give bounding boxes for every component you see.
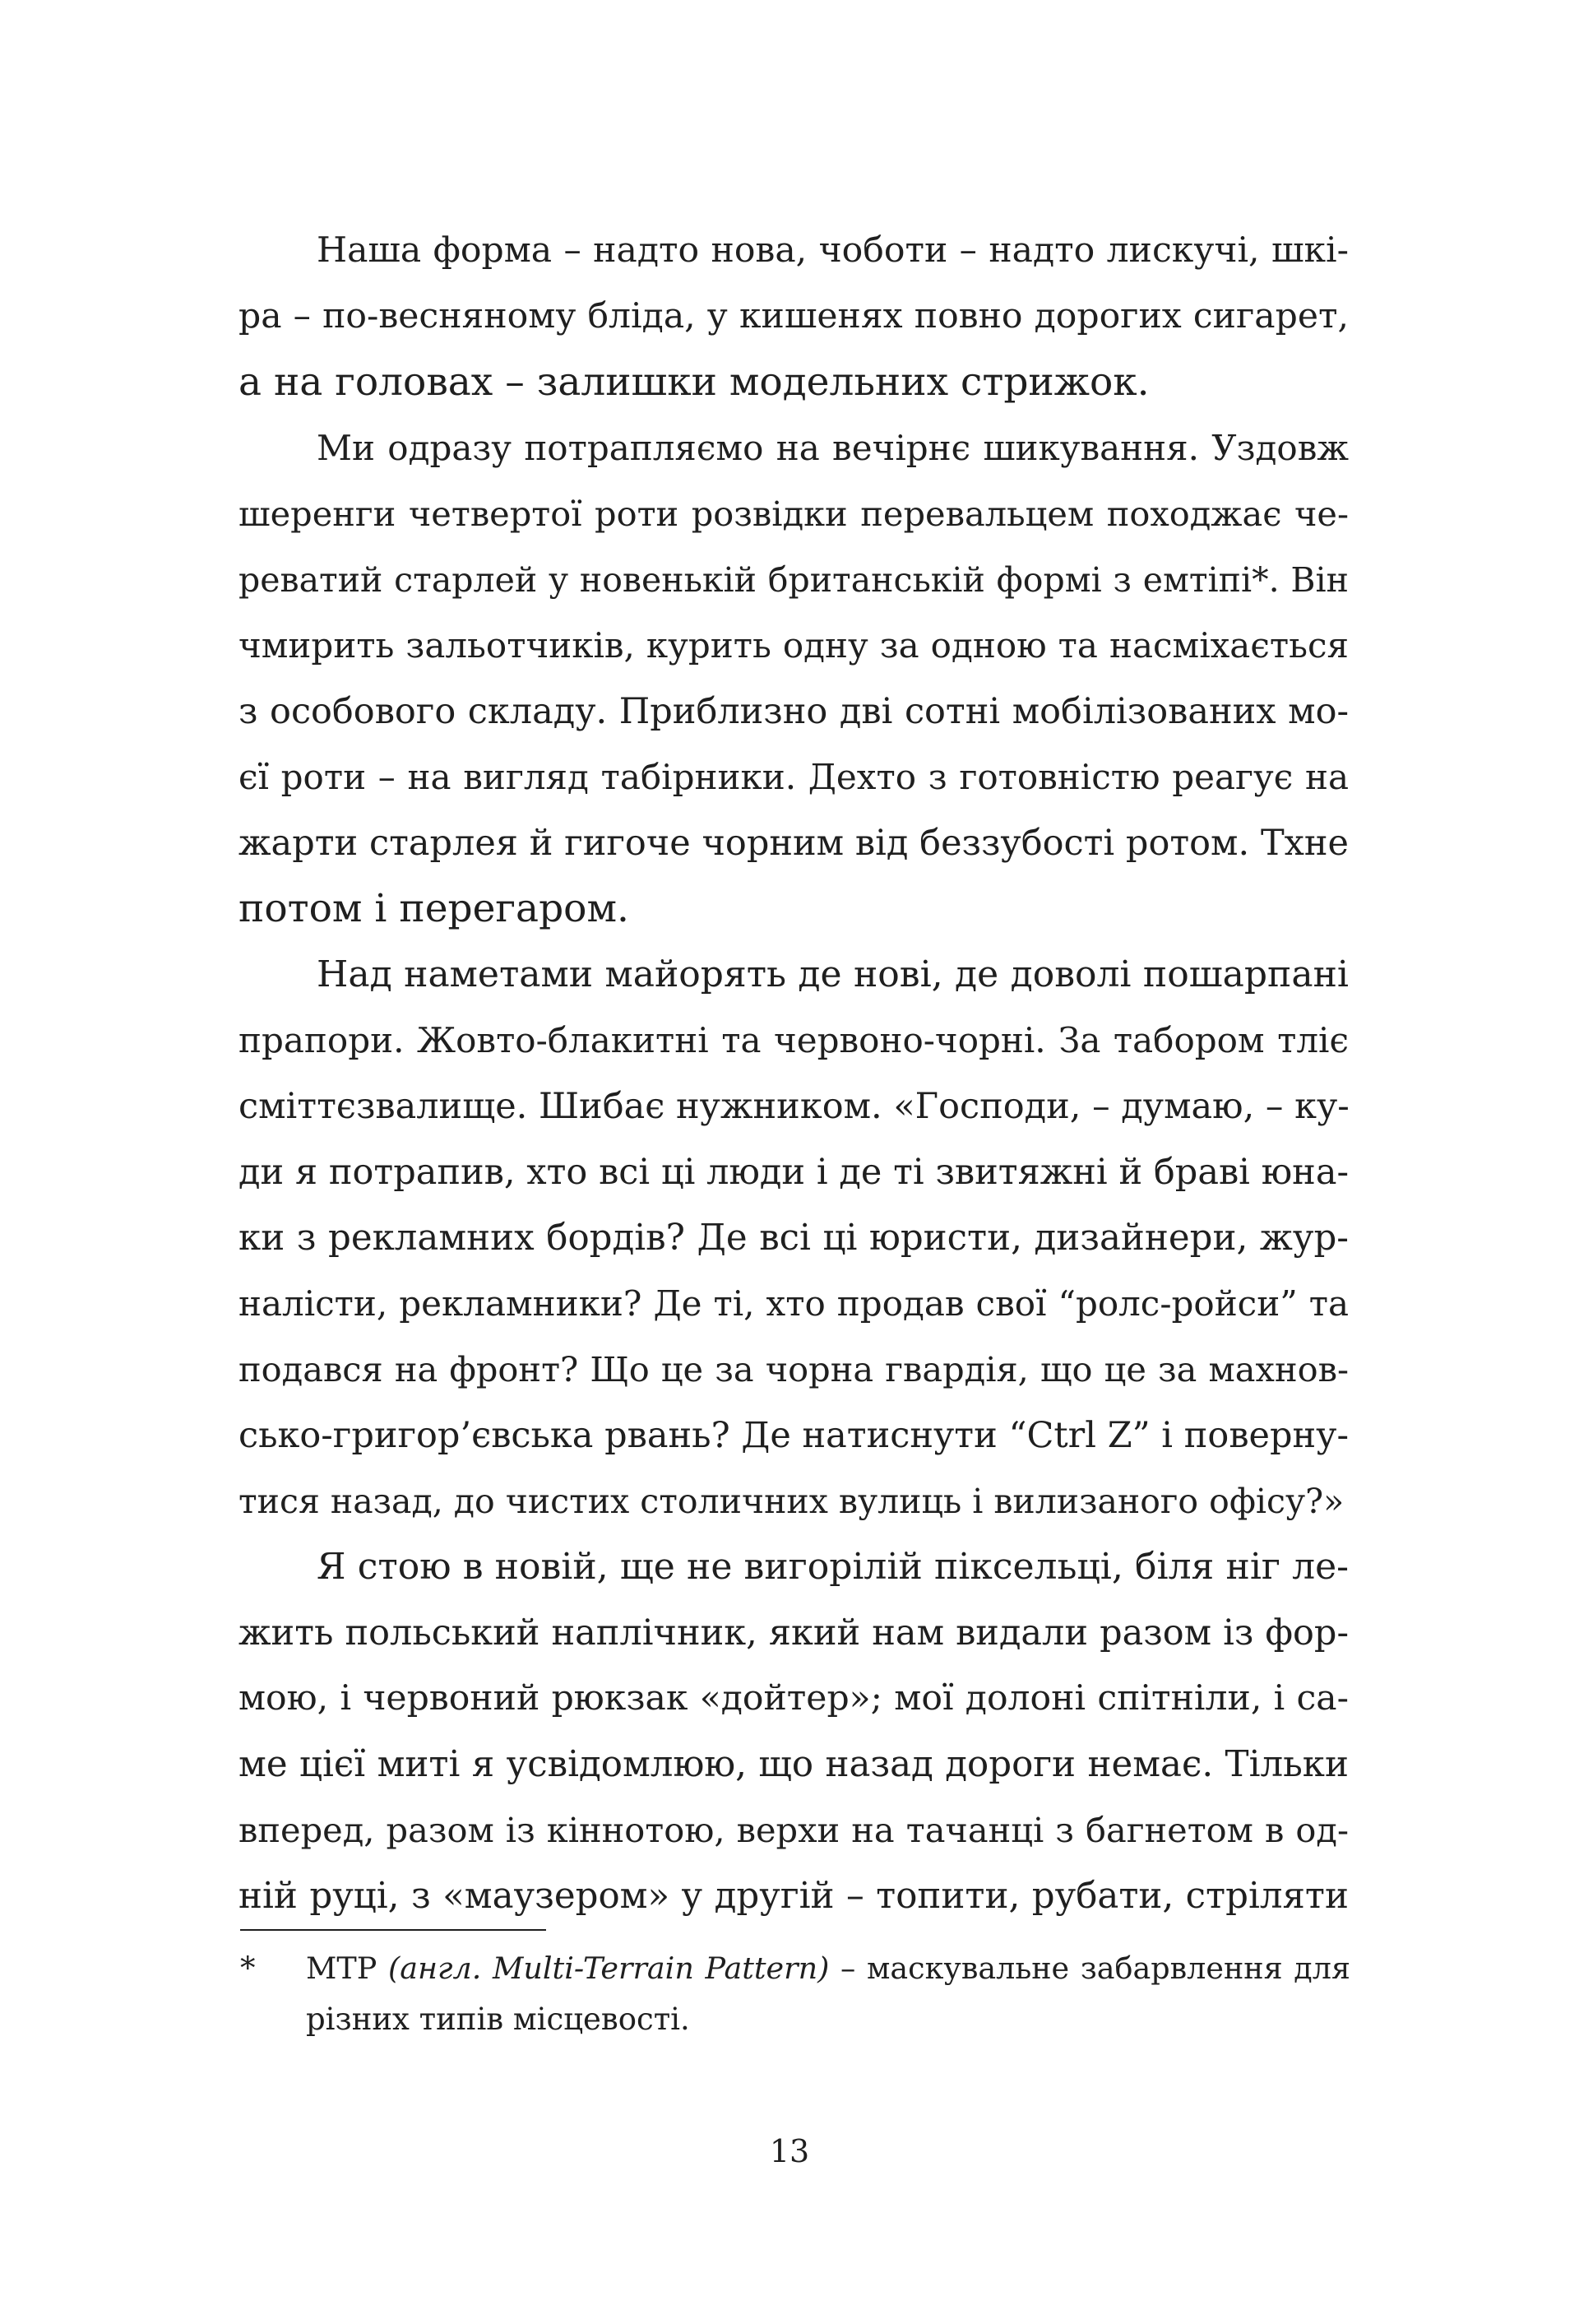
text-line: шеренги четвертої роти розвідки перевальцем походжає че-	[238, 494, 1349, 534]
text-line: тися назад, до чистих столичних вулиць і вилизаного офісу?»	[238, 1482, 1345, 1521]
text-line: налісти, рекламники? Де ті, хто продав свої “ролс-ройси” та	[238, 1283, 1349, 1324]
text-line: подався на фронт? Що це за чорна гвардія, що це за махнов-	[238, 1349, 1349, 1389]
text-line: прапори. Жовто-блакитні та червоно-чорні. За табором тліє	[238, 1020, 1349, 1060]
paragraph	[238, 218, 1349, 415]
footnote-divider	[240, 1929, 546, 1931]
text-line: єї роти – на вигляд табірники. Дехто з готовністю реагує на	[238, 757, 1349, 797]
footnote-text: – маскувальне забарвлення для	[840, 1951, 1350, 1986]
footnote-marker: *	[240, 1951, 256, 1986]
paragraph	[238, 1534, 1349, 1929]
text-line: Я стою в новій, ще не вигорілій піксельці, біля ніг ле-	[317, 1546, 1349, 1588]
text-line: а на головах – залишки модельних стрижок.	[238, 360, 1150, 405]
text-line: ме цієї миті я усвідомлюю, що назад дороги немає. Тільки	[238, 1744, 1349, 1785]
text-line: Над наметами майорять де нові, де доволі пошарпані	[317, 953, 1349, 995]
footnote-term: MTP	[306, 1951, 377, 1986]
footnote-line: різних типів місцевості.	[306, 2002, 690, 2037]
text-line: потом і перегаром.	[238, 886, 629, 931]
text-line: ки з рекламних бордів? Де всі ці юристи, дизайнери, жур-	[238, 1218, 1349, 1259]
body-text	[238, 218, 1349, 1929]
footnote	[240, 1943, 1350, 2045]
text-line: ди я потрапив, хто всі ці люди і де ті звитяжні й браві юна-	[238, 1152, 1349, 1193]
text-line: жить польський наплічник, який нам видали разом із фор-	[238, 1612, 1349, 1654]
text-line: чмирить зальотчиків, курить одну за одною та насміхається	[238, 625, 1349, 666]
text-line: вперед, разом із кіннотою, верхи на тачанці з багнетом в од-	[238, 1810, 1349, 1850]
text-line: ра – по-весняному бліда, у кишенях повно дорогих сигарет,	[238, 296, 1349, 336]
footnote-gloss: (англ. Multi-Terrain Pattern)	[387, 1951, 830, 1986]
text-line: жарти старлея й гигоче чорним від беззубості ротом. Тхне	[238, 823, 1349, 864]
text-line: ній руці, з «маузером» у другій – топити, рубати, стріляти	[238, 1876, 1349, 1917]
text-line: мою, і червоний рюкзак «дойтер»; мої долоні спітніли, і са-	[238, 1678, 1349, 1719]
page-number: 13	[769, 2133, 810, 2169]
paragraph	[238, 942, 1349, 1534]
text-line: сміттєзвалище. Шибає нужником. «Господи, – думаю, – ку-	[238, 1086, 1350, 1127]
footnote-line	[240, 1943, 1350, 1994]
text-line: Наша форма – надто нова, чоботи – надто лискучі, шкі-	[317, 230, 1349, 271]
text-line: реватий старлей у новенькій британській формі з емтіпі*. Він	[238, 560, 1349, 600]
text-line: Ми одразу потрапляємо на вечірнє шикування. Уздовж	[317, 428, 1349, 468]
paragraph	[238, 415, 1349, 942]
text-line: з особового складу. Приблизно дві сотні мобілізованих мо-	[238, 691, 1349, 732]
text-line: сько-григор’євська рвань? Де натиснути “Ctrl Z” і поверну-	[238, 1415, 1349, 1456]
